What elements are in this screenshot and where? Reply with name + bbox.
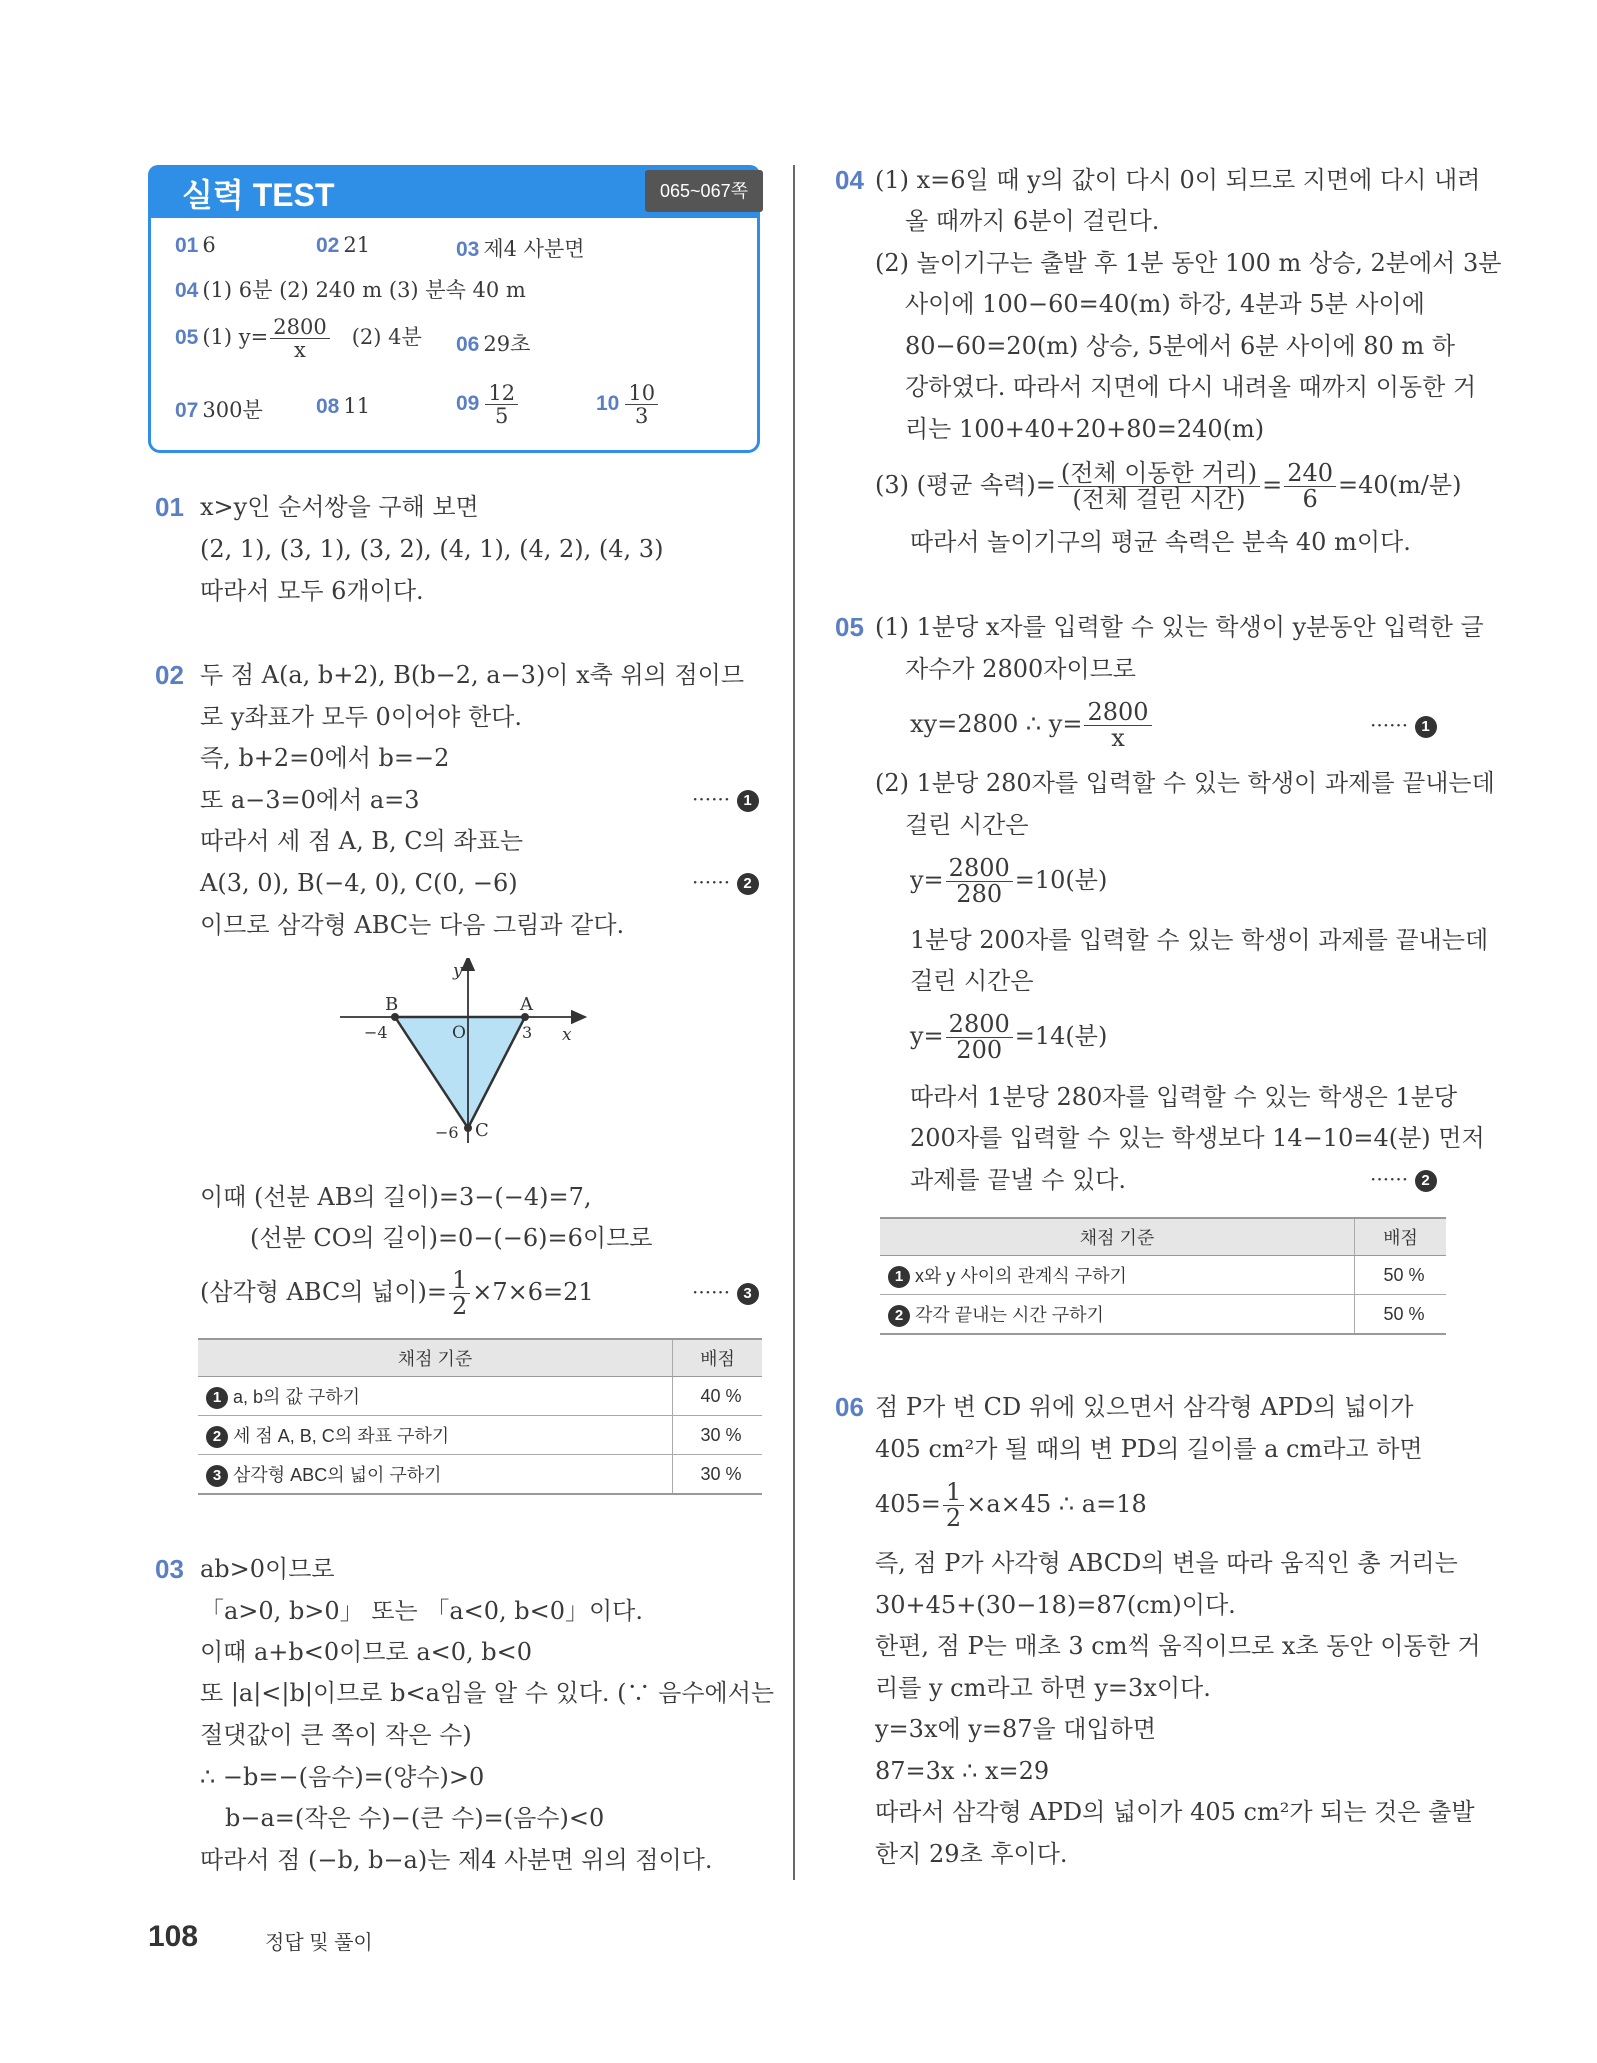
q06-line: 한편, 점 P는 매초 3 cm씩 움직이므로 x초 동안 이동한 거 xyxy=(875,1632,1481,1660)
q04-line: 올 때까지 6분이 걸린다. xyxy=(905,207,1160,235)
q04-line: (2) 놀이기구는 출발 후 1분 동안 100 m 상승, 2분에서 3분 xyxy=(875,249,1502,277)
q05-line: 1분당 200자를 입력할 수 있는 학생이 과제를 끝내는데 xyxy=(910,926,1489,954)
score-marker-1: ······ 1 xyxy=(1370,713,1437,738)
question-number-04: 04 xyxy=(835,165,864,195)
answer-08: 08 11 xyxy=(316,394,371,418)
q02-area-line: (삼각형 ABC의 넓이)= $\frac{1}{2}$ ×7×6=21 xyxy=(200,1266,594,1321)
table-row: 2 세 점 A, B, C의 좌표 구하기 30 % xyxy=(198,1416,762,1455)
table-row: 2 각각 끝내는 시간 구하기 50 % xyxy=(880,1295,1446,1335)
q05-equation: y= $\frac{2800}{280}$ =10(분) xyxy=(910,854,1108,909)
score-marker-1: ······ 1 xyxy=(692,787,759,812)
question-number-05: 05 xyxy=(835,612,864,642)
q02-line: 이므로 삼각형 ABC는 다음 그림과 같다. xyxy=(200,911,625,939)
scoring-table-q05: 채점 기준 배점 1 x와 y 사이의 관계식 구하기 50 % 2 각각 끝내는 시간 구하기 50 % xyxy=(880,1217,1446,1335)
q05-line: 걸린 시간은 xyxy=(905,811,1029,839)
footer-section-title: 정답 및 풀이 xyxy=(265,1932,373,1954)
q06-line: 한지 29초 후이다. xyxy=(875,1840,1068,1868)
score-marker-2: ······ 2 xyxy=(692,870,759,895)
point-a-label: A xyxy=(520,994,533,1015)
point-b-label: B xyxy=(385,994,399,1015)
q01-line: x>y인 순서쌍을 구해 보면 xyxy=(200,493,479,521)
x-axis-label: x xyxy=(562,1025,572,1045)
q03-line: ab>0이므로 xyxy=(200,1555,335,1583)
q05-line: 자수가 2800자이므로 xyxy=(905,655,1136,683)
q05-line: 따라서 1분당 280자를 입력할 수 있는 학생은 1분당 xyxy=(910,1083,1458,1111)
q02-line: (선분 CO의 길이)=0−(−6)=6이므로 xyxy=(250,1224,653,1252)
q06-line: 점 P가 변 CD 위에 있으면서 삼각형 APD의 넓이가 xyxy=(875,1393,1414,1421)
table-row: 1 x와 y 사이의 관계식 구하기 50 % xyxy=(880,1256,1446,1295)
tick-minus4: −4 xyxy=(364,1023,388,1042)
q03-line: 절댓값이 큰 쪽이 작은 수) xyxy=(200,1721,472,1749)
answer-box-title: 실력 TEST xyxy=(182,177,335,213)
q03-line: 이때 a+b<0이므로 a<0, b<0 xyxy=(200,1638,533,1666)
fraction: $\frac{2800}{x}$ xyxy=(270,316,329,361)
q03-line: b−a=(작은 수)−(큰 수)=(음수)<0 xyxy=(225,1804,605,1832)
answer-10: 10 $\frac{10}{3}$ xyxy=(596,382,660,427)
answer-03: 03 제4 사분면 xyxy=(456,237,585,261)
q03-line: 또 |a|<|b|이므로 b<a임을 알 수 있다. (∵ 음수에서는 xyxy=(200,1679,775,1707)
tick-minus6: −6 xyxy=(435,1123,459,1142)
q04-line: 80−60=20(m) 상승, 5분에서 6분 사이에 80 m 하 xyxy=(905,332,1456,360)
q03-line: ∴ −b=−(음수)=(양수)>0 xyxy=(200,1763,485,1791)
q03-line: 따라서 점 (−b, b−a)는 제4 사분면 위의 점이다. xyxy=(200,1846,713,1874)
score-marker-3: ······ 3 xyxy=(692,1280,759,1305)
score-marker-2: ······ 2 xyxy=(1370,1167,1437,1192)
q04-line: 따라서 놀이기구의 평균 속력은 분속 40 m이다. xyxy=(910,528,1411,556)
q02-line: 따라서 세 점 A, B, C의 좌표는 xyxy=(200,827,524,855)
column-divider xyxy=(793,165,795,1880)
q02-line: 두 점 A(a, b+2), B(b−2, a−3)이 x축 위의 점이므 xyxy=(200,661,745,689)
q02-line: 이때 (선분 AB의 길이)=3−(−4)=7, xyxy=(200,1183,592,1211)
q05-line: (2) 1분당 280자를 입력할 수 있는 학생이 과제를 끝내는데 xyxy=(875,769,1495,797)
q04-line: (1) x=6일 때 y의 값이 다시 0이 되므로 지면에 다시 내려 xyxy=(875,166,1481,194)
q05-line: (1) 1분당 x자를 입력할 수 있는 학생이 y분동안 입력한 글 xyxy=(875,613,1484,641)
triangle-graph xyxy=(340,958,590,1148)
q01-line: (2, 1), (3, 1), (3, 2), (4, 1), (4, 2), (4, 3) xyxy=(200,535,664,563)
answer-05: 05 (1) y= $\frac{2800}{x}$ (2) 4분 xyxy=(175,315,422,363)
q06-line: 87=3x ∴ x=29 xyxy=(875,1757,1050,1785)
answer-04: 04 (1) 6분 (2) 240 m (3) 분속 40 m xyxy=(175,278,526,302)
page-range-badge: 065~067쪽 xyxy=(645,170,763,212)
answer-06: 06 29초 xyxy=(456,332,531,356)
q04-line: 리는 100+40+20+80=240(m) xyxy=(905,415,1265,443)
q02-line: 또 a−3=0에서 a=3 xyxy=(200,786,420,814)
question-number-01: 01 xyxy=(155,492,184,522)
q05-equation: xy=2800 ∴ y= $\frac{2800}{x}$ xyxy=(910,700,1154,751)
q03-line: 「a>0, b>0」 또는 「a<0, b<0」이다. xyxy=(200,1597,643,1625)
q04-line: 사이에 100−60=40(m) 하강, 4분과 5분 사이에 xyxy=(905,290,1425,318)
answer-07: 07 300분 xyxy=(175,398,263,422)
y-axis-label: y xyxy=(453,961,463,981)
question-number-06: 06 xyxy=(835,1392,864,1422)
scoring-table-q02: 채점 기준 배점 1 a, b의 값 구하기 40 % 2 세 점 A, B, C의 좌표 구하기 30 % 3 삼각형 ABC의 넓이 구하기 30 % xyxy=(198,1338,762,1495)
table-row: 3 삼각형 ABC의 넓이 구하기 30 % xyxy=(198,1455,762,1495)
q06-line: 405 cm²가 될 때의 변 PD의 길이를 a cm라고 하면 xyxy=(875,1435,1423,1463)
point-c-label: C xyxy=(475,1120,489,1141)
answer-09: 09 $\frac{12}{5}$ xyxy=(456,382,520,427)
q05-line: 200자를 입력할 수 있는 학생보다 14−10=4(분) 먼저 xyxy=(910,1124,1485,1152)
origin-label: O xyxy=(452,1023,466,1043)
question-number-02: 02 xyxy=(155,660,184,690)
q05-equation: y= $\frac{2800}{200}$ =14(분) xyxy=(910,1010,1108,1065)
q06-equation: 405= $\frac{1}{2}$ ×a×45 ∴ a=18 xyxy=(875,1478,1147,1533)
q05-line: 걸린 시간은 xyxy=(910,967,1034,995)
table-row: 1 a, b의 값 구하기 40 % xyxy=(198,1377,762,1416)
q06-line: 즉, 점 P가 사각형 ABCD의 변을 따라 움직인 총 거리는 xyxy=(875,1549,1458,1577)
q04-speed-line: (3) (평균 속력)= $\frac{\text{(전체 이동한 거리)}}{\text{(전체 걸린 시간)}}$ = $\frac{240}{6}$ =40(m/분) xyxy=(875,459,1462,514)
q06-line: y=3x에 y=87을 대입하면 xyxy=(875,1715,1157,1743)
q02-line: 로 y좌표가 모두 0이어야 한다. xyxy=(200,703,522,731)
answer-02: 02 21 xyxy=(316,233,371,257)
answer-01: 01 6 xyxy=(175,233,216,257)
q06-line: 30+45+(30−18)=87(cm)이다. xyxy=(875,1591,1236,1619)
q02-line: 즉, b+2=0에서 b=−2 xyxy=(200,744,450,772)
q06-line: 리를 y cm라고 하면 y=3x이다. xyxy=(875,1674,1211,1702)
q01-line: 따라서 모두 6개이다. xyxy=(200,577,424,605)
tick-3: 3 xyxy=(522,1023,533,1042)
page-number: 108 xyxy=(148,1920,199,1953)
q04-line: 강하였다. 따라서 지면에 다시 내려올 때까지 이동한 거 xyxy=(905,373,1477,401)
q02-line: A(3, 0), B(−4, 0), C(0, −6) xyxy=(200,869,518,897)
question-number-03: 03 xyxy=(155,1554,184,1584)
q06-line: 따라서 삼각형 APD의 넓이가 405 cm²가 되는 것은 출발 xyxy=(875,1798,1475,1826)
q05-line: 과제를 끝낼 수 있다. xyxy=(910,1166,1126,1194)
